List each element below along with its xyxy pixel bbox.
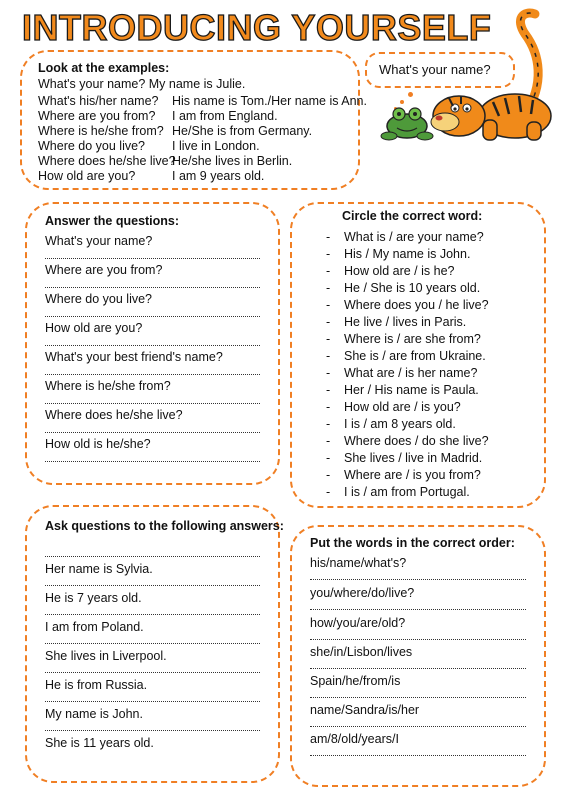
example-answer: I am 9 years old. <box>172 169 265 183</box>
question-line[interactable] <box>45 585 260 586</box>
ask-questions-heading: Ask questions to the following answers: <box>45 519 284 533</box>
answer-line[interactable] <box>310 609 526 610</box>
circle-item[interactable]: - How old are / is you? <box>326 400 461 414</box>
circle-item[interactable]: - He live / lives in Paris. <box>326 315 467 329</box>
answer-questions-heading: Answer the questions: <box>45 214 180 228</box>
question-line[interactable] <box>45 643 260 644</box>
answer-text: I am from Poland. <box>45 620 144 634</box>
circle-item-text: How old are / is he? <box>344 264 455 278</box>
circle-item[interactable]: - I is / am from Portugal. <box>326 485 470 499</box>
answer-text: He is 7 years old. <box>45 591 142 605</box>
circle-item[interactable]: - Her / His name is Paula. <box>326 383 479 397</box>
question-text: What's your name? <box>45 234 153 248</box>
answer-line[interactable] <box>310 697 526 698</box>
word-order-heading: Put the words in the correct order: <box>310 536 515 550</box>
question-text: How old is he/she? <box>45 437 151 451</box>
example-answer: I am from England. <box>172 109 278 123</box>
circle-item-text: I is / am 8 years old. <box>344 417 456 431</box>
circle-item-text: He live / lives in Paris. <box>344 315 467 329</box>
answer-line[interactable] <box>45 258 260 259</box>
circle-item-text: Her / His name is Paula. <box>344 383 479 397</box>
scrambled-sentence: am/8/old/years/I <box>310 732 399 746</box>
question-line[interactable] <box>45 556 260 557</box>
example-first: What's your name? My name is Julie. <box>38 77 246 91</box>
circle-item-text: She is / are from Ukraine. <box>344 349 486 363</box>
example-question: Where is he/she from? <box>38 124 164 138</box>
circle-item[interactable]: - She lives / live in Madrid. <box>326 451 483 465</box>
circle-item[interactable]: - What are / is her name? <box>326 366 478 380</box>
circle-item-text: His / My name is John. <box>344 247 471 261</box>
circle-item[interactable]: - I is / am 8 years old. <box>326 417 456 431</box>
circle-item[interactable]: - What is / are your name? <box>326 230 484 244</box>
scrambled-sentence: you/where/do/live? <box>310 586 415 600</box>
circle-item-text: He / She is 10 years old. <box>344 281 481 295</box>
circle-item-text: Where is / are she from? <box>344 332 481 346</box>
answer-line[interactable] <box>45 316 260 317</box>
answer-text: She lives in Liverpool. <box>45 649 167 663</box>
circle-item-text: How old are / is you? <box>344 400 461 414</box>
circle-item-text: I is / am from Portugal. <box>344 485 470 499</box>
answer-line[interactable] <box>310 726 526 727</box>
question-text: Where are you from? <box>45 263 163 277</box>
circle-item[interactable]: - His / My name is John. <box>326 247 471 261</box>
circle-item-text: Where does / do she live? <box>344 434 489 448</box>
circle-item-text: She lives / live in Madrid. <box>344 451 483 465</box>
answer-text: He is from Russia. <box>45 678 148 692</box>
scrambled-sentence: name/Sandra/is/her <box>310 703 420 717</box>
circle-item[interactable]: - He / She is 10 years old. <box>326 281 481 295</box>
question-text: Where is he/she from? <box>45 379 171 393</box>
question-line[interactable] <box>45 672 260 673</box>
question-line[interactable] <box>45 730 260 731</box>
circle-item-text: Where does you / he live? <box>344 298 489 312</box>
answer-line[interactable] <box>45 287 260 288</box>
answer-line[interactable] <box>310 579 526 580</box>
answer-text: She is 11 years old. <box>45 736 154 750</box>
circle-item-text: What is / are your name? <box>344 230 484 244</box>
circle-item-text: What are / is her name? <box>344 366 478 380</box>
example-answer: His name is Tom./Her name is Ann. <box>172 94 367 108</box>
circle-word-heading: Circle the correct word: <box>342 209 483 223</box>
example-question: What's his/her name? <box>38 94 159 108</box>
answer-line[interactable] <box>45 374 260 375</box>
circle-item[interactable]: - Where are / is you from? <box>326 468 481 482</box>
answer-line[interactable] <box>45 345 260 346</box>
circle-item[interactable]: - Where does you / he live? <box>326 298 489 312</box>
question-line[interactable] <box>45 701 260 702</box>
scrambled-sentence: his/name/what's? <box>310 556 407 570</box>
answer-line[interactable] <box>45 461 260 462</box>
scrambled-sentence: she/in/Lisbon/lives <box>310 645 413 659</box>
answer-line[interactable] <box>310 668 526 669</box>
example-answer: I live in London. <box>172 139 260 153</box>
answer-text: Her name is Sylvia. <box>45 562 153 576</box>
scrambled-sentence: how/you/are/old? <box>310 616 406 630</box>
question-text: Where do you live? <box>45 292 153 306</box>
scrambled-sentence: Spain/he/from/is <box>310 674 401 688</box>
speech-bubble: What's your name? <box>365 52 515 88</box>
example-answer: He/She is from Germany. <box>172 124 313 138</box>
answer-line[interactable] <box>45 403 260 404</box>
answer-line[interactable] <box>310 755 526 756</box>
example-question: Where are you from? <box>38 109 156 123</box>
example-question: Where does he/she live? <box>38 154 176 168</box>
question-text: How old are you? <box>45 321 143 335</box>
page-title: INTRODUCING YOURSELF <box>22 7 492 48</box>
circle-item-text: Where are / is you from? <box>344 468 481 482</box>
answer-text: My name is John. <box>45 707 143 721</box>
example-answer: He/she lives in Berlin. <box>172 154 293 168</box>
example-question: Where do you live? <box>38 139 146 153</box>
circle-item[interactable]: - How old are / is he? <box>326 264 455 278</box>
circle-item[interactable]: - She is / are from Ukraine. <box>326 349 486 363</box>
tiger-and-frog-illustration <box>375 4 561 146</box>
answer-line[interactable] <box>310 639 526 640</box>
question-line[interactable] <box>45 614 260 615</box>
examples-heading: Look at the examples: <box>38 61 170 75</box>
question-text: Where does he/she live? <box>45 408 183 422</box>
question-text: What's your best friend's name? <box>45 350 223 364</box>
circle-item[interactable]: - Where is / are she from? <box>326 332 481 346</box>
answer-line[interactable] <box>45 432 260 433</box>
example-question: How old are you? <box>38 169 136 183</box>
circle-item[interactable]: - Where does / do she live? <box>326 434 489 448</box>
